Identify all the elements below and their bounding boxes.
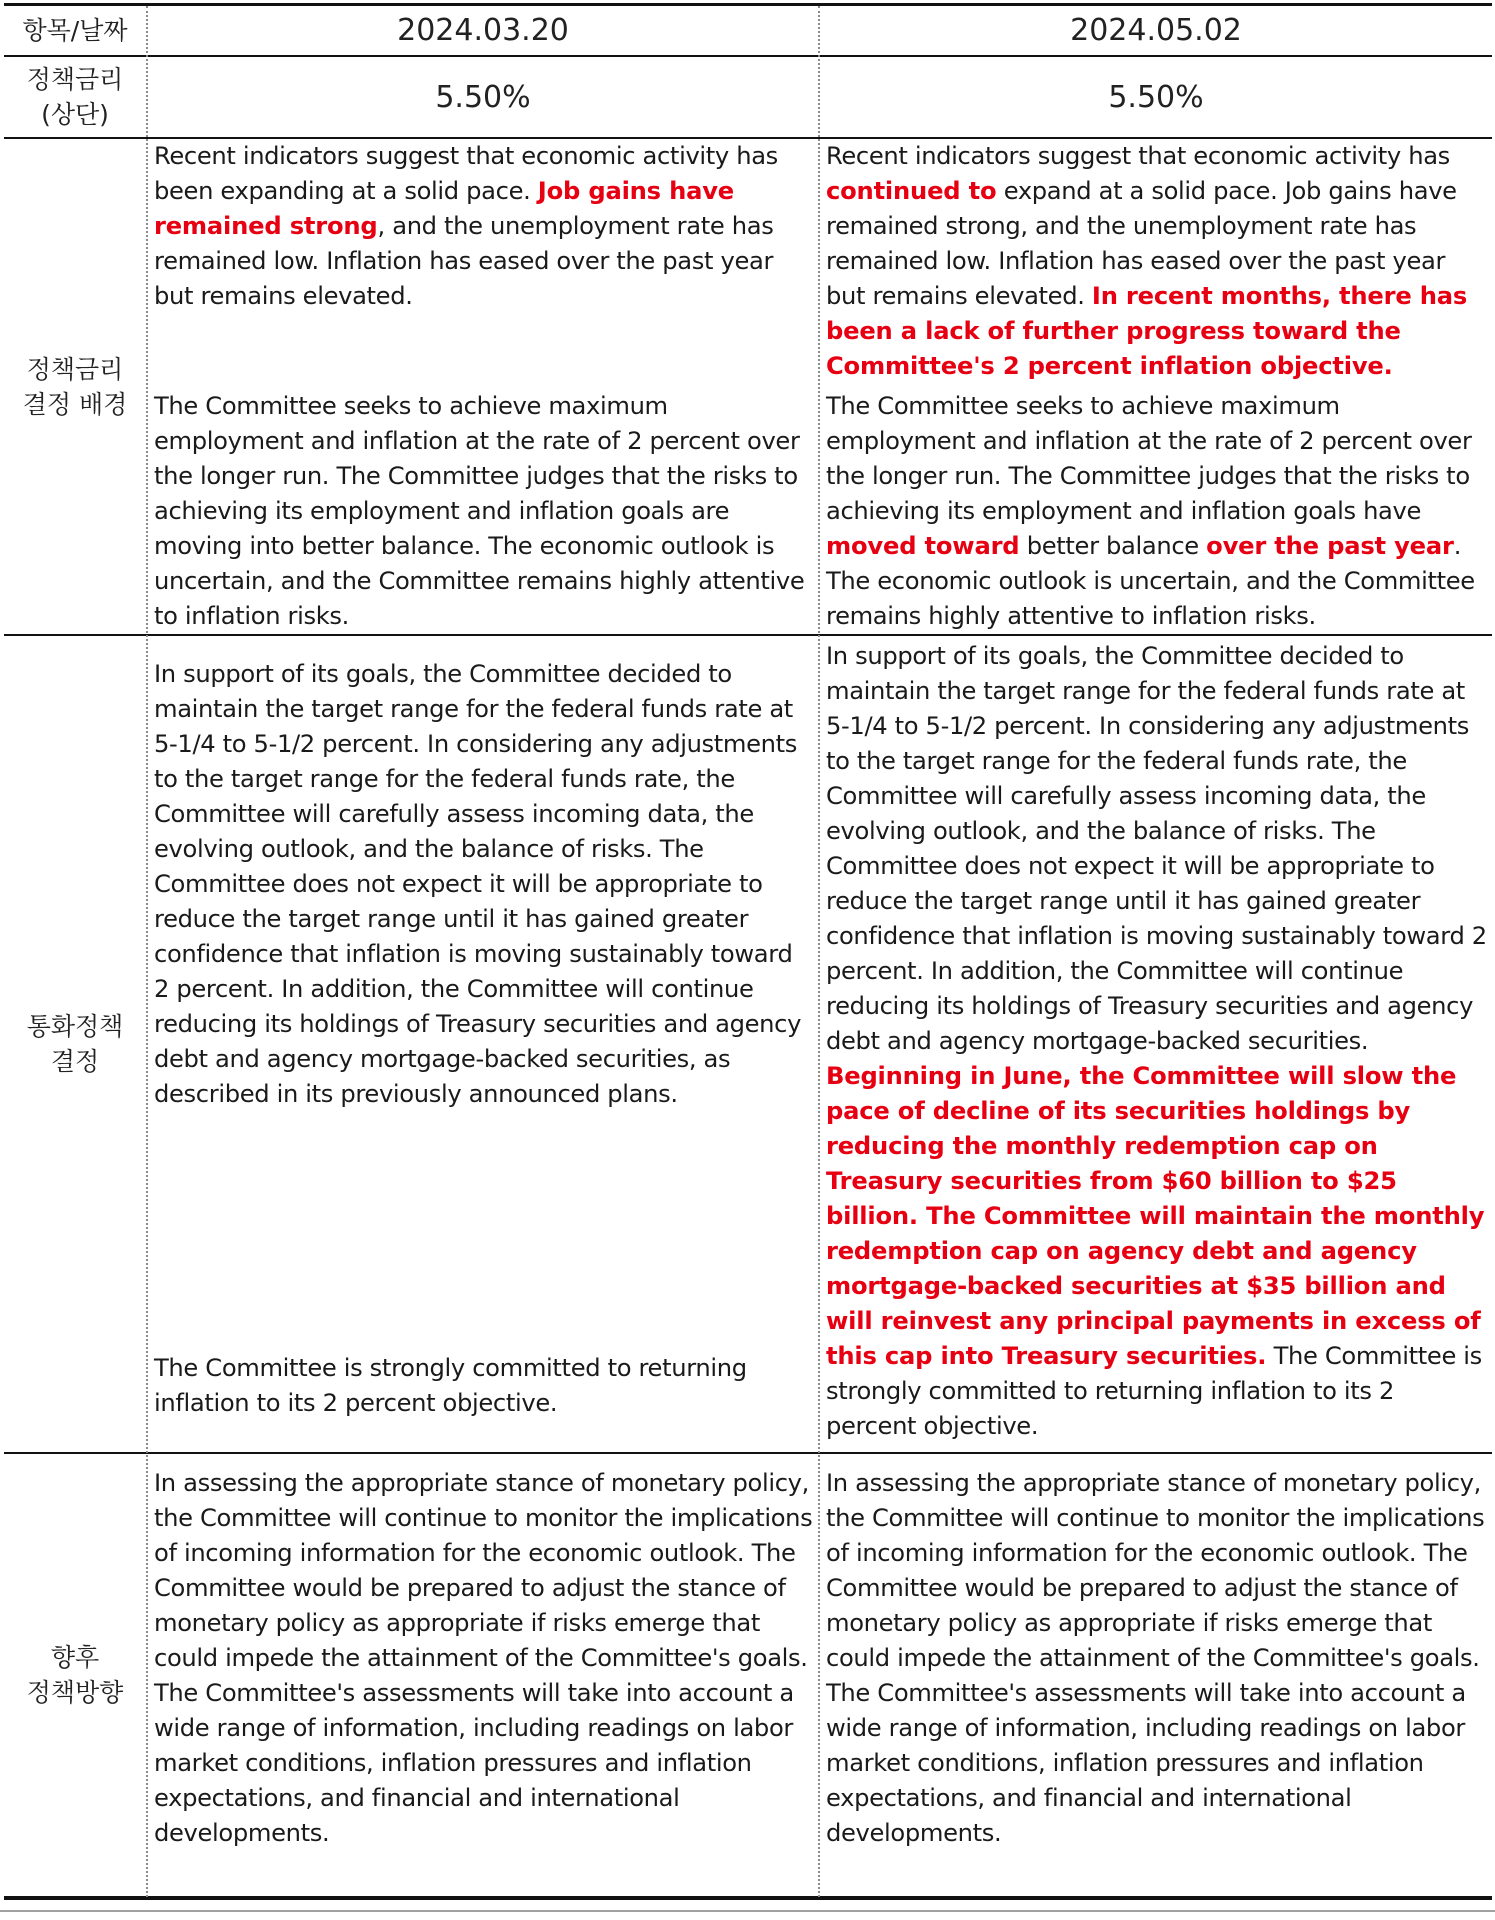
rate-value-b [820,57,1492,137]
statement-text: In assessing the appropriate stance of monetary policy, the Committee will continue to monitor the implications of incoming information for the economic outlook. The Committee would be prepared to adjust the stance of monetary policy as appropriate if risks emerge that could impede the attainment of the Committee's goals. The Committee's assessments will take into account a wide range of information, including readings on labor market conditions, inflation pressures and inflation expectations, and financial and international developments. [154,1469,813,1847]
date-a-text: 2024.03.20 [397,13,569,48]
header-label-text: 항목/날짜 [22,16,128,45]
rate-label-line2: (상단) [41,100,109,129]
table-bottom-border [4,1896,1492,1900]
section-label-line2: 결정 배경 [22,389,128,419]
paragraph [154,1466,814,1851]
rate-value-a-text: 5.50% [435,79,531,115]
section-label-line2: 정책방향 [26,1678,124,1707]
highlighted-change-text: over the past year [1206,532,1454,560]
paragraph [154,139,814,314]
page-footer-rule [0,1910,1495,1912]
date-b-text: 2024.05.02 [1070,13,1242,48]
rate-row-label [4,57,146,137]
statement-cell-a [148,636,818,1452]
statement-cell-a [148,139,818,634]
statement-text: The Committee is strongly committed to returning inflation to its 2 percent objective. [826,1342,1482,1440]
paragraph [826,139,1488,384]
paragraph [826,1466,1488,1851]
highlighted-change-text: Beginning in June, the Committee will slow the pace of decline of its securities holdings by reducing the monthly redemption cap on Treasury securities from $60 billion to $25 billion. The Committee will maintain the monthly redemption cap on agency debt and agency mortgage-backed securities at $35 billion and will reinvest any principal payments in excess of this cap into Treasury securities. [826,1062,1485,1370]
statement-text: In support of its goals, the Committee decided to maintain the target range for the federal funds rate at 5-1/4 to 5-1/2 percent. In considering any adjustments to the target range for the federal funds rate, the Committee will carefully assess incoming data, the evolving outlook, and the balance of risks. The Committee does not expect it will be appropriate to reduce the target range until it has gained greater confidence that inflation is moving sustainably toward 2 percent. In addition, the Committee will continue reducing its holdings of Treasury securities and agency debt and agency mortgage-backed securities, as described in its previously announced plans. [154,660,802,1108]
paragraph [154,1351,814,1421]
statement-cell-b [820,139,1492,634]
statement-text: . The economic outlook is uncertain, and the Committee remains highly attentive to inflation risks. [826,532,1475,630]
highlighted-change-text: In recent months, there has been a lack of further progress toward the Committee's 2 percent inflation objective. [826,282,1468,380]
highlighted-change-text: Job gains have remained strong [154,177,735,240]
highlighted-change-text: moved toward [826,532,1020,560]
section-label-line1: 정책금리 [26,354,124,384]
statement-text: The Committee seeks to achieve maximum employment and inflation at the rate of 2 percent over the longer run. The Committee judges that the risks to achieving its employment and inflation goals are moving into better balance. The economic outlook is uncertain, and the Committee remains highly attentive to inflation risks. [154,392,805,630]
statement-text: In assessing the appropriate stance of monetary policy, the Committee will continue to monitor the implications of incoming information for the economic outlook. The Committee would be prepared to adjust the stance of monetary policy as appropriate if risks emerge that could impede the attainment of the Committee's goals. The Committee's assessments will take into account a wide range of information, including readings on labor market conditions, inflation pressures and inflation expectations, and financial and international developments. [826,1469,1485,1847]
paragraph [826,389,1488,634]
section-label-line2: 결정 [50,1047,100,1076]
paragraph [154,389,814,634]
highlighted-change-text: continued to [826,177,997,205]
statement-cell-b [820,636,1492,1452]
statement-text: The Committee seeks to achieve maximum employment and inflation at the rate of 2 percent over the longer run. The Committee judges that the risks to achieving its employment and inflation goals have [826,392,1472,525]
statement-cell-a [148,1454,818,1896]
statement-cell-b [820,1454,1492,1896]
paragraph [154,657,814,1112]
section-label-policy-outlook [4,1454,146,1896]
statement-text: Recent indicators suggest that economic activity has been expanding at a solid pace. [154,142,778,205]
statement-text: better balance [1019,532,1207,560]
column-date-a [148,6,818,55]
statement-text: , and the unemployment rate has remained low. Inflation has eased over the past year but remains elevated. [154,212,774,310]
rate-label-line1: 정책금리 [26,65,124,94]
statement-text: The Committee is strongly committed to returning inflation to its 2 percent objective. [154,1354,747,1417]
section-label-line1: 향후 [50,1643,100,1672]
column-date-b [820,6,1492,55]
rate-value-a [148,57,818,137]
rate-value-b-text: 5.50% [1108,79,1204,115]
statement-text: expand at a solid pace. Job gains have remained strong, and the unemployment rate has remained low. Inflation has eased over the past year but remains elevated. [826,177,1457,310]
section-label-policy-decision [4,636,146,1452]
section-label-line1: 통화정책 [26,1012,124,1041]
paragraph [826,639,1488,1444]
section-label-rate-background [4,139,146,634]
header-label [4,6,146,55]
statement-text: Recent indicators suggest that economic activity has [826,142,1450,170]
statement-text: In support of its goals, the Committee decided to maintain the target range for the federal funds rate at 5-1/4 to 5-1/2 percent. In considering any adjustments to the target range for the federal funds rate, the Committee will carefully assess incoming data, the evolving outlook, and the balance of risks. The Committee does not expect it will be appropriate to reduce the target range until it has gained greater confidence that inflation is moving sustainably toward 2 percent. In addition, the Committee will continue reducing its holdings of Treasury securities and agency debt and agency mortgage-backed securities. [826,642,1487,1055]
